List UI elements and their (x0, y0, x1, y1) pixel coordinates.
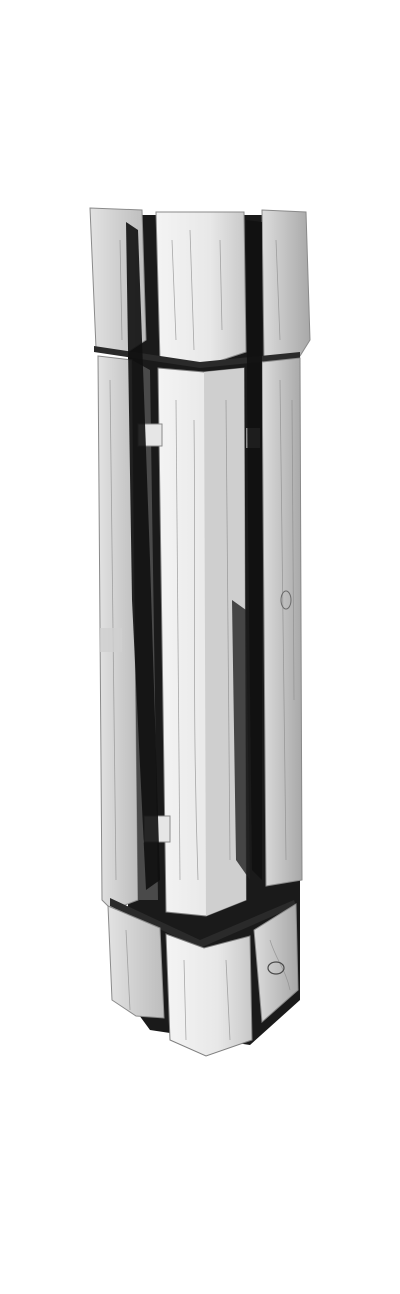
beam-back-right (262, 210, 310, 360)
beam-right-middle (262, 358, 302, 886)
wood-patch-left (100, 628, 122, 652)
block-bottom-front (166, 934, 252, 1056)
beam-front-upper (156, 212, 246, 366)
